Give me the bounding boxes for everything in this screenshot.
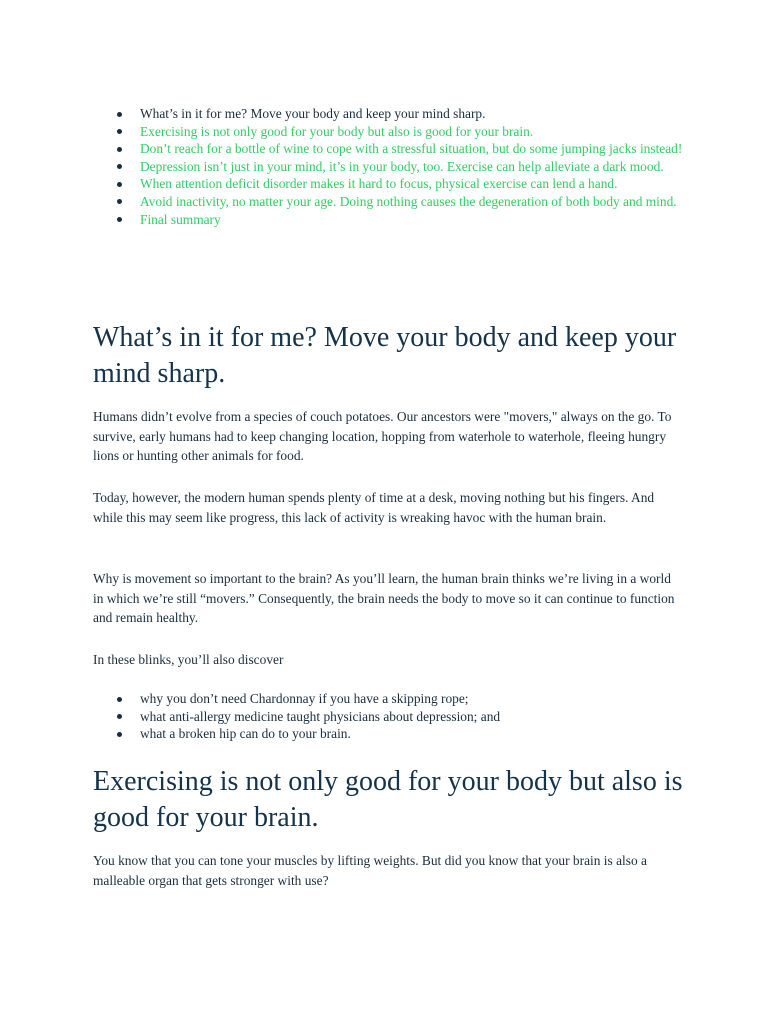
section-heading-exercising: Exercising is not only good for your body but also is good for your brain. (93, 766, 683, 833)
toc-item-exercising[interactable]: Exercising is not only good for your body but also is good for your brain. (140, 123, 730, 141)
toc-item-wine[interactable]: Don’t reach for a bottle of wine to cope with a stressful situation, but do some jumping jacks instead! (140, 140, 730, 158)
list-item: why you don’t need Chardonnay if you have a skipping rope; (140, 690, 730, 708)
paragraph: You know that you can tone your muscles by lifting weights. But did you know that your brain is also a malleable organ that gets stronger with use? (93, 853, 647, 888)
paragraph: Today, however, the modern human spends plenty of time at a desk, moving nothing but his fingers. And while this may seem like progress, this lack of activity is wreaking havoc with the human brain. (93, 490, 655, 525)
toc-item-inactivity[interactable]: Avoid inactivity, no matter your age. Doing nothing causes the degeneration of both body and mind. (140, 193, 730, 211)
table-of-contents (93, 105, 730, 228)
discover-list (93, 690, 730, 743)
paragraph: Humans didn’t evolve from a species of couch potatoes. Our ancestors were "movers," always on the go. To survive, early humans had to keep changing location, hopping from waterhole to waterhole, fleeing hungry lions or hunting other animals for food. (93, 409, 672, 464)
list-item: what a broken hip can do to your brain. (140, 725, 730, 743)
toc-item-attention-deficit[interactable]: When attention deficit disorder makes it hard to focus, physical exercise can lend a hand. (140, 175, 730, 193)
toc-item-final-summary[interactable]: Final summary (140, 211, 730, 229)
paragraph: Why is movement so important to the brain? As you’ll learn, the human brain thinks we’re living in a world in which we’re still “movers.” Consequently, the brain needs the body to move so it can continue to function and remain healthy. (93, 571, 675, 626)
toc-item-whats-in-it[interactable]: What’s in it for me? Move your body and keep your mind sharp. (140, 105, 730, 123)
section-heading-whats-in-it: What’s in it for me? Move your body and keep your mind sharp. (93, 322, 677, 389)
toc-item-depression[interactable]: Depression isn’t just in your mind, it’s in your body, too. Exercise can help alleviate a dark mood. (140, 158, 730, 176)
list-item: what anti-allergy medicine taught physicians about depression; and (140, 708, 730, 726)
paragraph: In these blinks, you’ll also discover (93, 652, 284, 667)
